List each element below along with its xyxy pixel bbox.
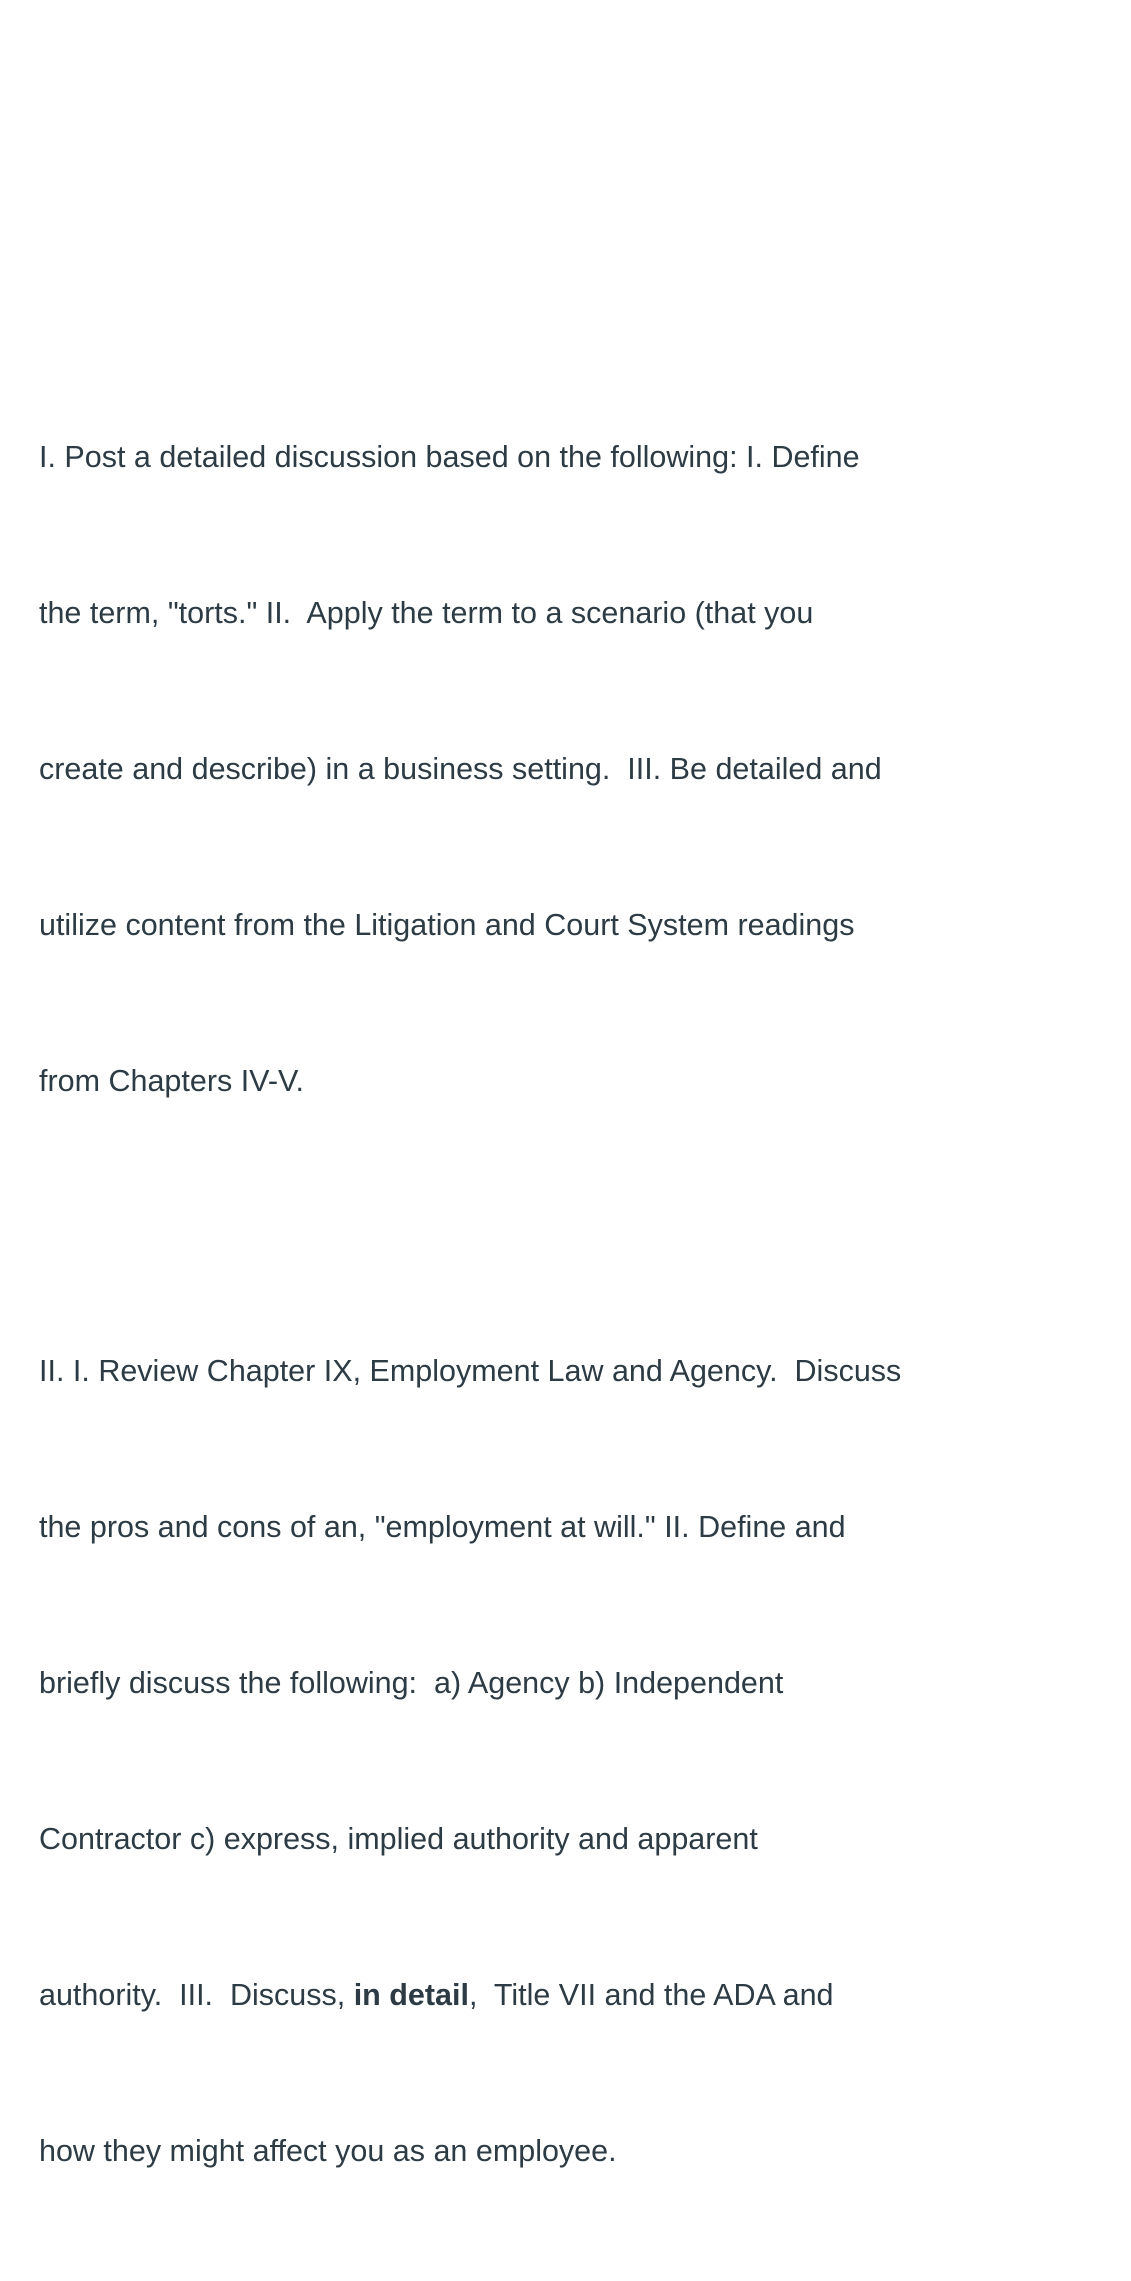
text-line: the term, "torts." II. Apply the term to a scenario (that you (39, 596, 814, 630)
text-line: II. I. Review Chapter IX, Employment Law and Agency. Discuss (39, 1354, 902, 1388)
text-line: I. Post a detailed discussion based on the following: I. Define (39, 440, 860, 474)
emphasis-in-detail: in detail (353, 1978, 469, 2012)
text-line: create and describe) in a business setting. III. Be detailed and (39, 752, 882, 786)
text-line-with-emphasis (39, 1969, 1099, 2021)
paragraph-torts (39, 327, 1099, 1211)
text-segment: authority. III. Discuss, (39, 1978, 354, 2012)
text-line: from Chapters IV-V. (39, 1064, 305, 1098)
text-line: Contractor c) express, implied authority and apparent (39, 1822, 758, 1856)
text-line: briefly discuss the following: a) Agency b) Independent (39, 1666, 784, 1700)
text-line: how they might affect you as an employee. (39, 2134, 617, 2168)
question-content (39, 327, 1099, 2281)
text-line: the pros and cons of an, "employment at will." II. Define and (39, 1510, 846, 1544)
paragraph-employment (39, 1241, 1099, 2281)
text-segment: , Title VII and the ADA and (468, 1978, 834, 2012)
text-line: utilize content from the Litigation and Court System readings (39, 908, 855, 942)
